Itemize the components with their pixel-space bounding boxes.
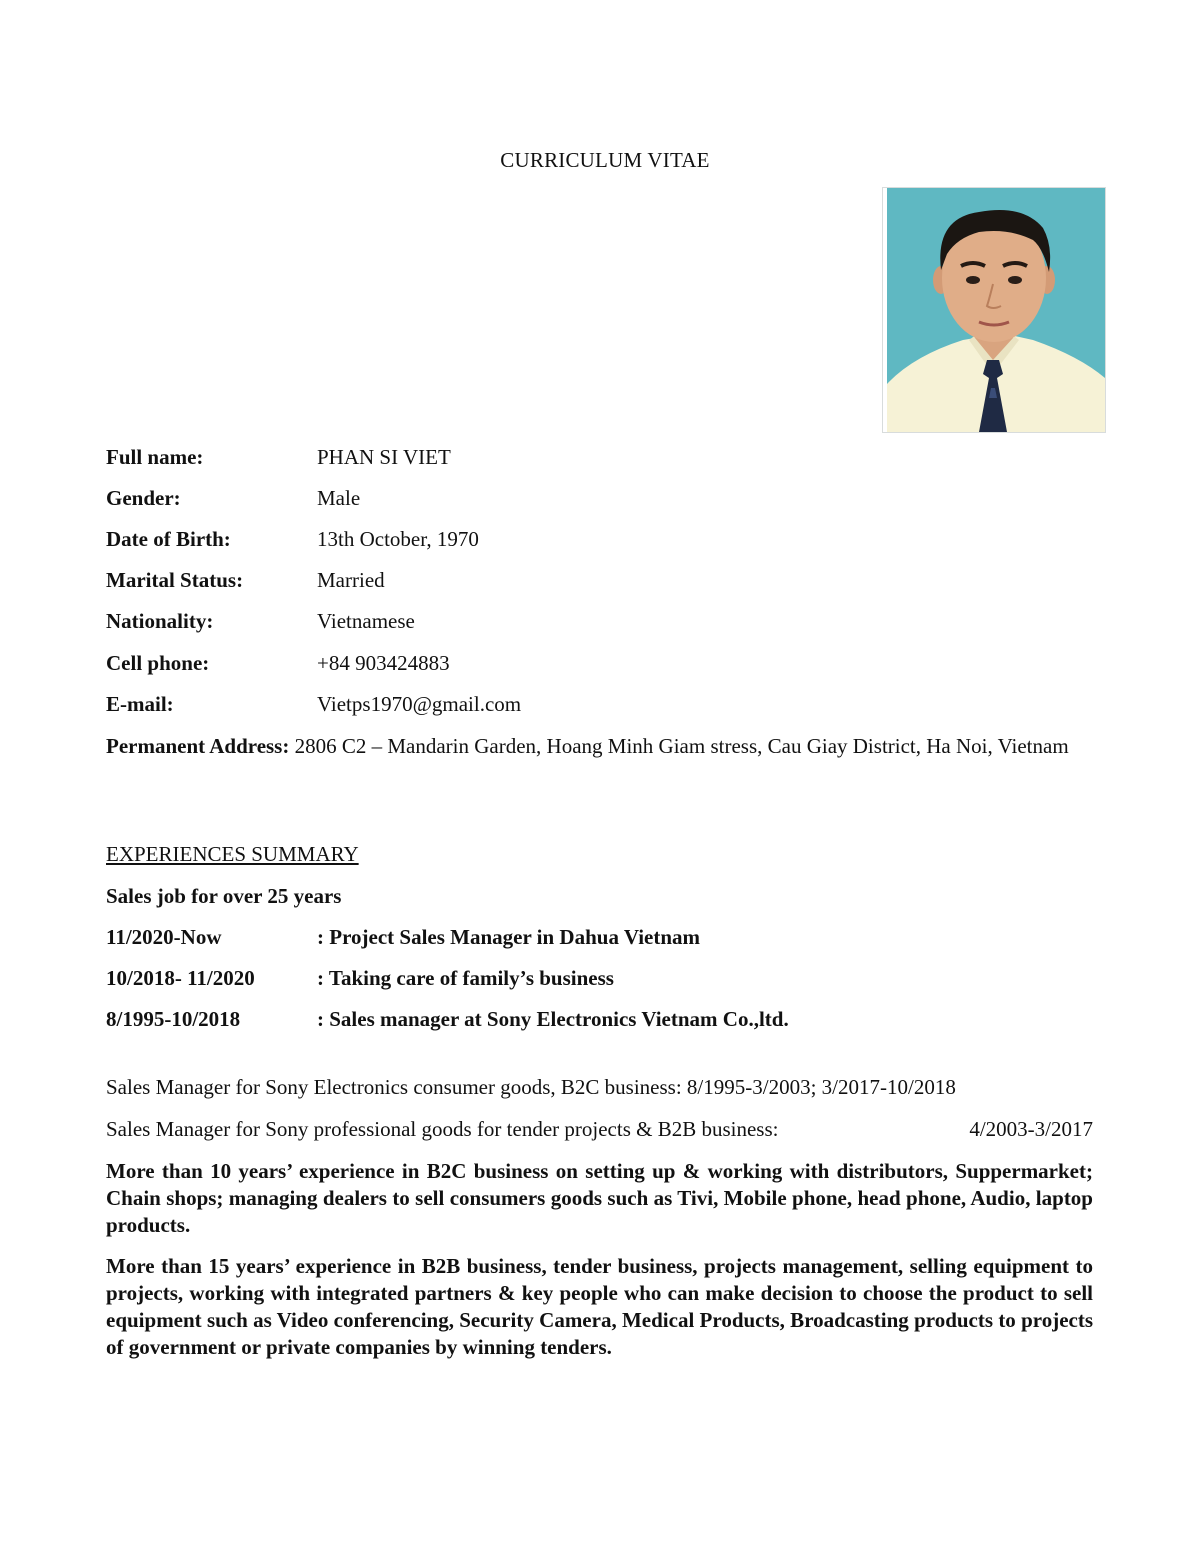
full-name-label: Full name: — [106, 445, 204, 469]
experience-description: : Taking care of family’s business — [317, 966, 614, 990]
dob-label: Date of Birth: — [106, 527, 231, 551]
role-line-b2b — [106, 1117, 1093, 1142]
address-label: Permanent Address: — [106, 734, 290, 758]
cell-phone-label: Cell phone: — [106, 651, 210, 675]
portrait-illustration — [883, 188, 1105, 432]
gender-label: Gender: — [106, 486, 181, 510]
role-b2b-period: 4/2003-3/2017 — [969, 1117, 1093, 1141]
profile-photo — [883, 188, 1105, 432]
address-value: 2806 C2 – Mandarin Garden, Hoang Minh Giam stress, Cau Giay District, Ha Noi, Vietnam — [294, 734, 1069, 758]
experience-period: 8/1995-10/2018 — [106, 1007, 241, 1031]
cell-phone-value: +84 903424883 — [317, 651, 450, 675]
marital-status-value: Married — [317, 568, 385, 592]
nationality-value: Vietnamese — [317, 609, 415, 633]
b2b-experience-paragraph: More than 15 years’ experience in B2B business, tender business, projects management, selling equipment to projects, working with integrated partners & key people who can make decision to choose the product to sell equipment such as Video conferencing, Security Camera, Medical Products, Broadcasting products to projects of government or private companies by winning tenders. — [106, 1254, 1093, 1359]
role-b2c-text: Sales Manager for Sony Electronics consumer goods, B2C business: 8/1995-3/2003; 3/2017-10/2018 — [106, 1075, 956, 1099]
email-value: Vietps1970@gmail.com — [317, 692, 522, 716]
document-title: CURRICULUM VITAE — [500, 148, 710, 172]
experience-description: : Project Sales Manager in Dahua Vietnam — [317, 925, 701, 949]
experience-period: 10/2018- 11/2020 — [106, 966, 255, 990]
experience-description: : Sales manager at Sony Electronics Vietnam Co.,ltd. — [317, 1007, 789, 1031]
gender-value: Male — [317, 486, 361, 510]
email-label: E-mail: — [106, 692, 174, 716]
dob-value: 13th October, 1970 — [317, 527, 479, 551]
full-name-value: PHAN SI VIET — [317, 445, 451, 469]
experience-period: 11/2020-Now — [106, 925, 222, 949]
b2c-experience-paragraph: More than 10 years’ experience in B2C business on setting up & working with distributors, Suppermarket; Chain shops; managing dealers to sell consumers goods such as Tivi, Mobile phone, head phone, Audio, laptop products. — [106, 1159, 1093, 1237]
role-line-b2c — [106, 1075, 1093, 1100]
experience-summary-line: Sales job for over 25 years — [106, 884, 342, 908]
permanent-address — [106, 733, 1093, 760]
nationality-label: Nationality: — [106, 609, 214, 633]
experiences-summary-heading: EXPERIENCES SUMMARY — [106, 842, 359, 866]
marital-status-label: Marital Status: — [106, 568, 244, 592]
role-b2b-text: Sales Manager for Sony professional goods for tender projects & B2B business: — [106, 1117, 779, 1141]
